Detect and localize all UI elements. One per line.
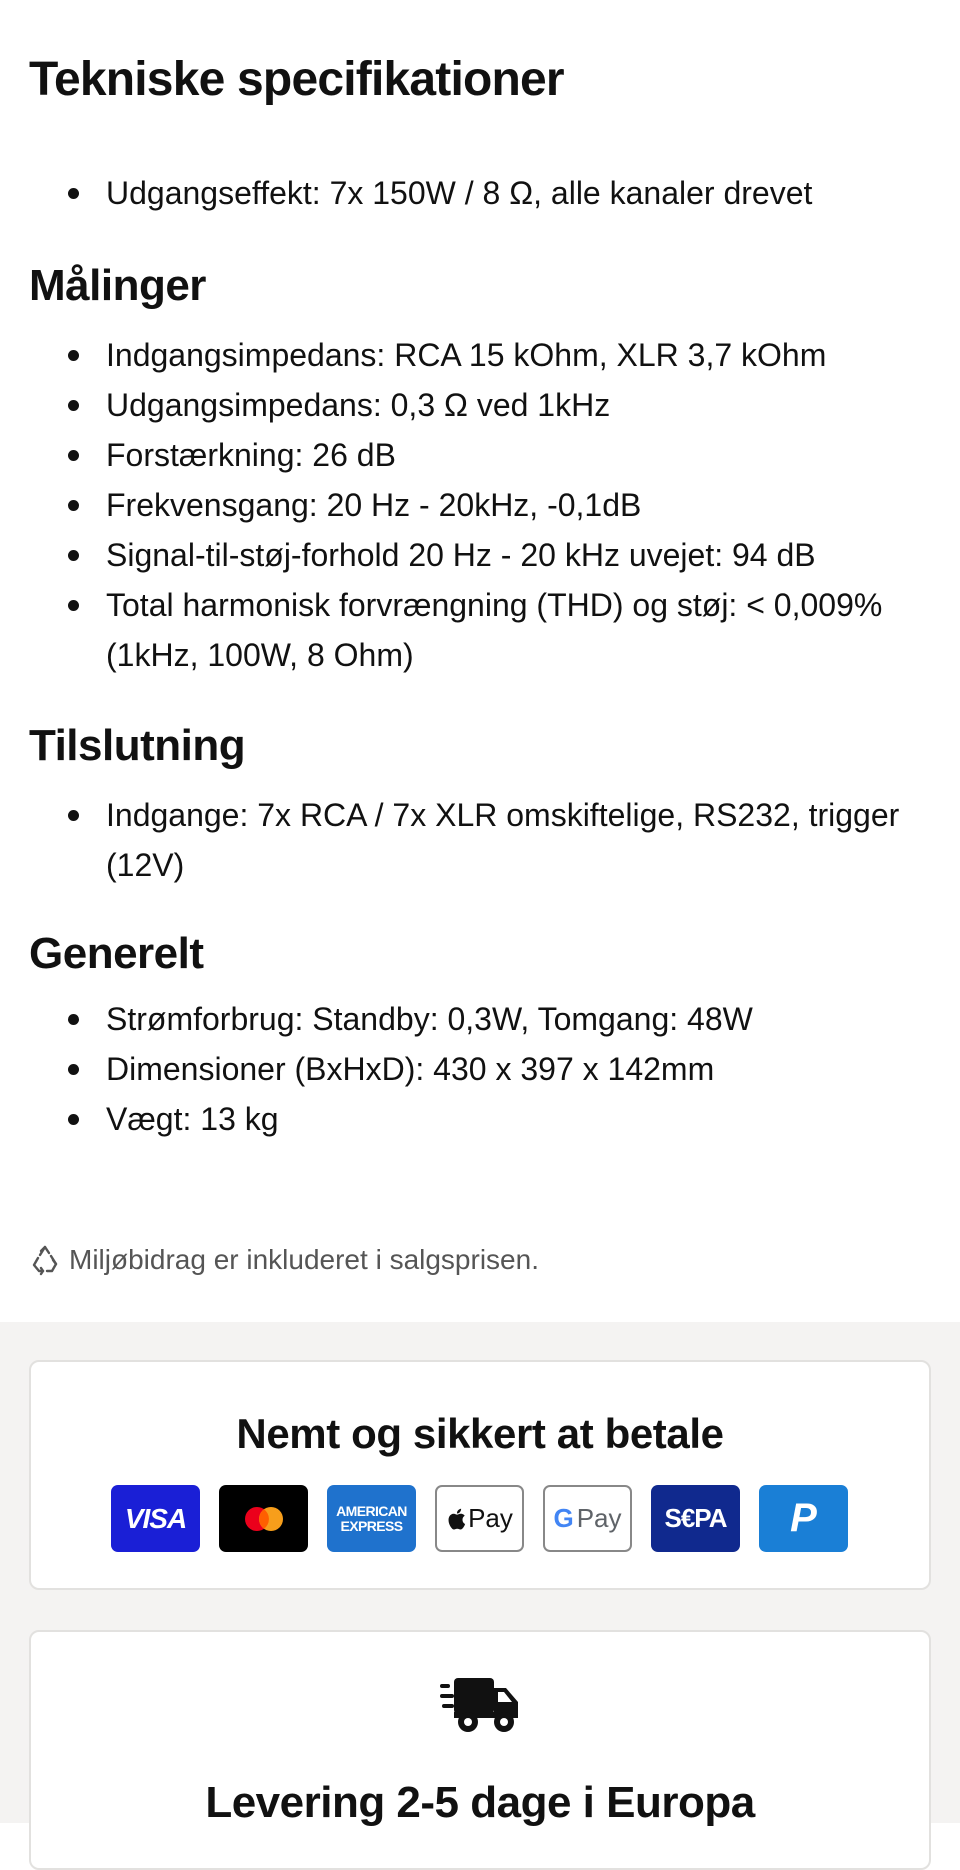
- section-heading-generelt: Generelt: [29, 929, 204, 978]
- apple-pay-label: Pay: [468, 1503, 513, 1533]
- payment-methods-card: [29, 1360, 931, 1590]
- payment-title: Nemt og sikkert at betale: [236, 1410, 724, 1457]
- paypal-label: P: [790, 1496, 817, 1540]
- list-item: Udgangseffekt: 7x 150W / 8 Ω, alle kanaler drevet: [0, 168, 940, 218]
- list-item: Indgange: 7x RCA / 7x XLR omskiftelige, RS232, trigger (12V): [0, 790, 940, 890]
- list-item: Udgangsimpedans: 0,3 Ω ved 1kHz: [0, 380, 940, 430]
- google-pay-label: Pay: [576, 1503, 622, 1533]
- shipping-title: Levering 2-5 dage i Europa: [205, 1778, 755, 1827]
- intro-spec-list: [0, 168, 940, 218]
- paypal-icon: [759, 1485, 848, 1552]
- eco-note-text: Miljøbidrag er inkluderet i salgsprisen.: [69, 1244, 539, 1275]
- mastercard-icon: [219, 1485, 308, 1552]
- generelt-spec-list: [0, 994, 940, 1144]
- tilslutning-spec-list: [0, 790, 940, 890]
- section-heading-tilslutning: Tilslutning: [29, 721, 246, 770]
- recycle-icon: [29, 1244, 61, 1276]
- list-item: Frekvensgang: 20 Hz - 20kHz, -0,1dB: [0, 480, 940, 530]
- sepa-label: S€PA: [664, 1503, 727, 1533]
- payment-logos: [111, 1485, 848, 1552]
- sepa-icon: [651, 1485, 740, 1552]
- page-title: Tekniske specifikationer: [29, 53, 564, 106]
- list-item: Signal-til-støj-forhold 20 Hz - 20 kHz uvejet: 94 dB: [0, 530, 940, 580]
- amex-label-line2: EXPRESS: [340, 1517, 403, 1534]
- list-item: Forstærkning: 26 dB: [0, 430, 940, 480]
- section-heading-malinger: Målinger: [29, 261, 206, 310]
- visa-label: VISA: [124, 1502, 187, 1534]
- list-item: Vægt: 13 kg: [0, 1094, 940, 1144]
- shipping-card: [29, 1630, 931, 1870]
- american-express-icon: [327, 1485, 416, 1552]
- list-item: Indgangsimpedans: RCA 15 kOhm, XLR 3,7 kOhm: [0, 330, 940, 380]
- visa-icon: [111, 1485, 200, 1552]
- google-g-icon: G: [553, 1503, 574, 1533]
- google-pay-icon: [543, 1485, 632, 1552]
- list-item: Dimensioner (BxHxD): 430 x 397 x 142mm: [0, 1044, 940, 1094]
- delivery-truck-icon: [440, 1674, 522, 1739]
- amex-label-line1: AMERICAN: [336, 1502, 407, 1519]
- malinger-spec-list: [0, 330, 940, 680]
- eco-contribution-note: [29, 1240, 539, 1280]
- apple-pay-icon: [435, 1485, 524, 1552]
- list-item: Total harmonisk forvrængning (THD) og støj: < 0,009% (1kHz, 100W, 8 Ohm): [0, 580, 940, 680]
- list-item: Strømforbrug: Standby: 0,3W, Tomgang: 48W: [0, 994, 940, 1044]
